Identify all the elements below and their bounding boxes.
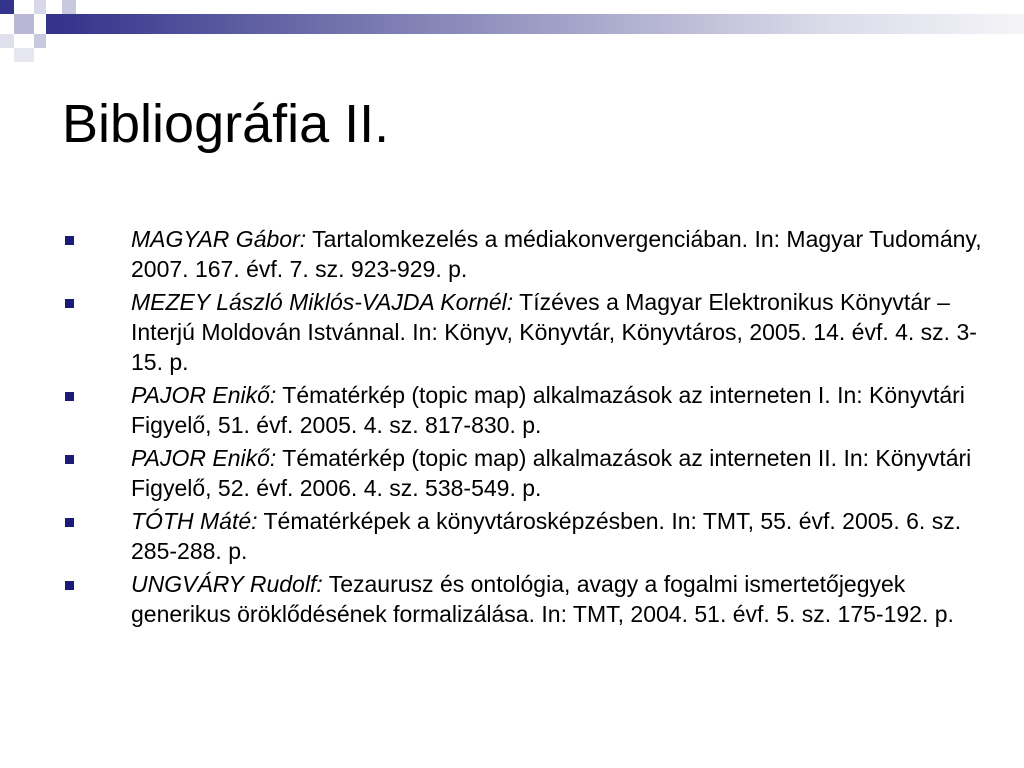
bibliography-item <box>62 569 982 629</box>
bibliography-item <box>62 506 982 566</box>
square-bullet-icon <box>65 299 74 308</box>
decor-square <box>34 0 46 14</box>
square-bullet-icon <box>65 392 74 401</box>
decor-square <box>0 0 14 14</box>
author-name: PAJOR Enikő: <box>131 445 277 471</box>
square-bullet-icon <box>65 518 74 527</box>
square-bullet-icon <box>65 236 74 245</box>
slide-title: Bibliográfia II. <box>62 94 390 154</box>
decor-square <box>34 34 46 48</box>
bibliography-item <box>62 287 982 377</box>
citation-text: Tématérkép (topic map) alkalmazások az interneten II. In: Könyvtári Figyelő, 52. évf. 2006. 4. sz. 538-549. p. <box>131 445 972 501</box>
decor-square <box>14 48 34 62</box>
bibliography-item <box>62 224 982 284</box>
bibliography-item <box>62 380 982 440</box>
citation-text: Tezaurusz és ontológia, avagy a fogalmi ismertetőjegyek generikus öröklődésének formalizálása. In: TMT, 2004. 51. évf. 5. sz. 175-192. p. <box>131 571 954 627</box>
decor-square <box>0 34 14 48</box>
author-name: PAJOR Enikő: <box>131 382 277 408</box>
header-gradient-bar <box>62 14 1024 34</box>
citation-text: Tízéves a Magyar Elektronikus Könyvtár – Interjú Moldován Istvánnal. In: Könyv, Könyvtár, Könyvtáros, 2005. 14. évf. 4. sz. 3-15. p. <box>131 289 977 375</box>
citation-text: Tartalomkezelés a médiakonvergenciában. In: Magyar Tudomány, 2007. 167. évf. 7. sz. 923-929. p. <box>131 226 982 282</box>
author-name: MAGYAR Gábor: <box>131 226 307 252</box>
citation-text: Tématérképek a könyvtárosképzésben. In: TMT, 55. évf. 2005. 6. sz. 285-288. p. <box>131 508 962 564</box>
decor-square <box>14 14 34 34</box>
citation-text: Tématérkép (topic map) alkalmazások az interneten I. In: Könyvtári Figyelő, 51. évf. 2005. 4. sz. 817-830. p. <box>131 382 965 438</box>
square-bullet-icon <box>65 581 74 590</box>
bibliography-list <box>62 224 982 632</box>
square-bullet-icon <box>65 455 74 464</box>
decor-square <box>62 0 76 14</box>
bibliography-item <box>62 443 982 503</box>
author-name: UNGVÁRY Rudolf: <box>131 571 323 597</box>
author-name: TÓTH Máté: <box>131 508 258 534</box>
decor-square <box>46 14 62 34</box>
author-name: MEZEY László Miklós-VAJDA Kornél: <box>131 289 514 315</box>
